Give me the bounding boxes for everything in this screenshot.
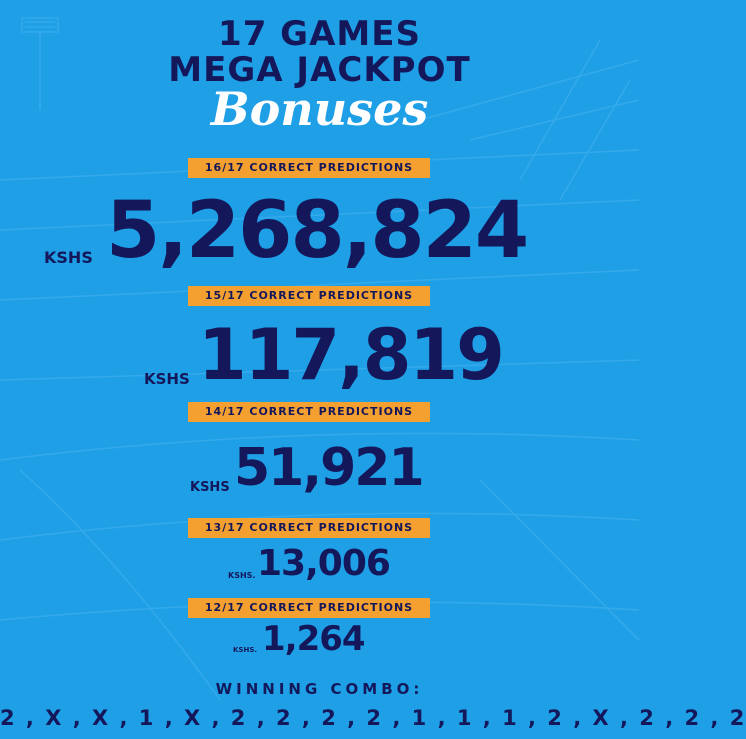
tier-row-16 [0,186,639,276]
tier-currency-16: KSHS [44,248,93,267]
tier-amount-12: 1,264 [262,619,365,659]
tier-amount-14: 51,921 [234,438,423,498]
title-bonuses: Bonuses [210,82,429,136]
title-line-mega-jackpot: MEGA JACKPOT [168,50,471,90]
tier-currency-12: KSHS. [233,646,258,654]
winning-combo-value [0,706,746,730]
winning-combo-label: WINNING COMBO: [215,680,424,698]
title-line-games: 17 GAMES [218,14,421,54]
tier-row-15 [0,314,639,394]
tier-amount-15: 117,819 [198,314,503,396]
tier-label-15: 15/17 CORRECT PREDICTIONS [188,286,430,306]
tier-row-14 [0,430,639,500]
tier-label-16: 16/17 CORRECT PREDICTIONS [188,158,430,178]
tier-amount-16: 5,268,824 [106,186,528,276]
tier-row-12 [0,620,639,662]
winning-combo-text: 2 , X , X , 1 , X , 2 , 2 , 2 , 2 , 1 , 1 , 1 , 2 , X , 2 , 2 , 2 [0,706,746,730]
tier-label-14: 14/17 CORRECT PREDICTIONS [188,402,430,422]
tier-amount-13: 13,006 [257,543,390,584]
tier-label-13: 13/17 CORRECT PREDICTIONS [188,518,430,538]
tier-currency-14: KSHS [190,480,230,495]
tier-label-12: 12/17 CORRECT PREDICTIONS [188,598,430,618]
tier-currency-13: KSHS. [228,571,256,580]
tier-currency-15: KSHS [144,370,190,388]
tier-row-13 [0,540,639,590]
